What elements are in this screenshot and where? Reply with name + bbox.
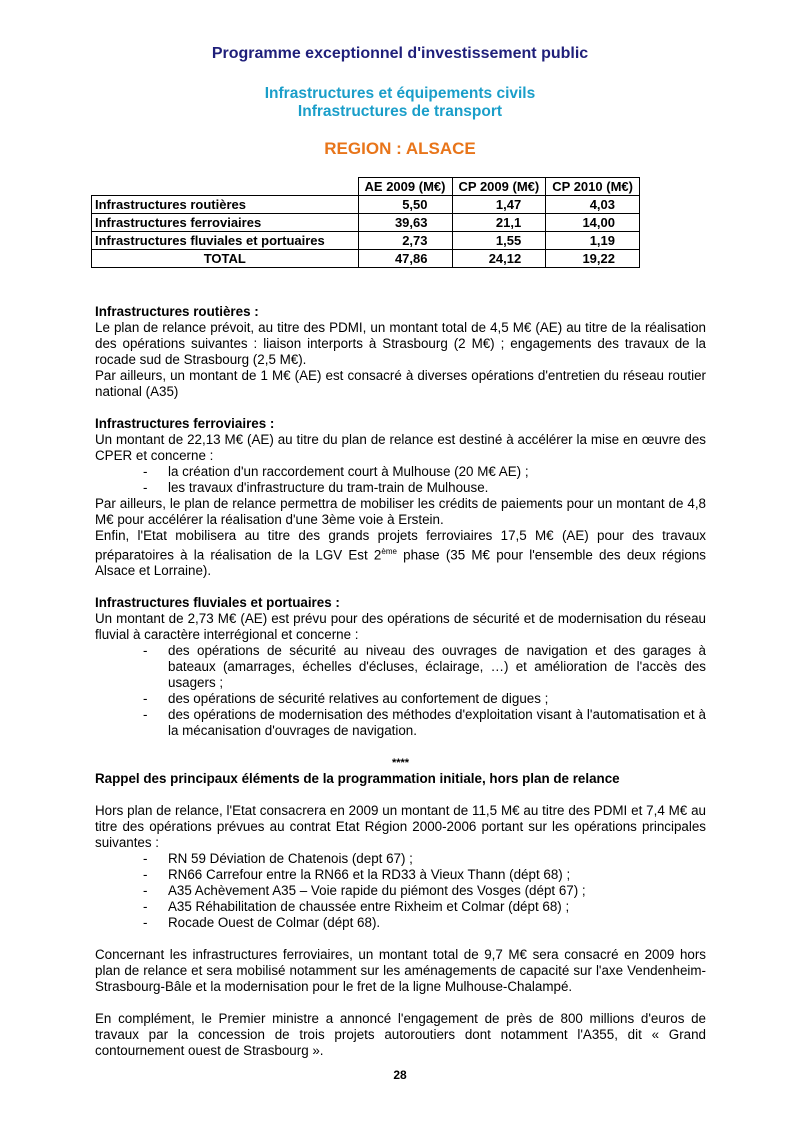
dash-marker: -: [143, 883, 148, 899]
table-cell: 39,63: [358, 214, 452, 232]
list-item: - RN 59 Déviation de Chatenois (dept 67) ;: [143, 851, 413, 867]
paragraph: Enfin, l'Etat mobilisera au titre des grands projets ferroviaires 17,5 M€ (AE) pour des travaux préparatoires à la réalisation de la LGV Est 2ème phase (35 M€ pour l'ensemble des deux régions Alsace et Lorraine).: [95, 528, 706, 579]
list-item: - Rocade Ouest de Colmar (dépt 68).: [143, 915, 381, 931]
table-row: [92, 232, 640, 250]
table-total-row: [92, 250, 640, 268]
budget-table: [91, 177, 640, 268]
dash-marker: -: [143, 915, 148, 931]
total-cell: 47,86: [358, 250, 452, 268]
table-cell: 14,00: [546, 214, 640, 232]
table-cell: 2,73: [358, 232, 452, 250]
section-heading-rappel: Rappel des principaux éléments de la programmation initiale, hors plan de relance: [95, 771, 620, 787]
section-heading-routieres: Infrastructures routières :: [95, 304, 259, 319]
paragraph: En complément, le Premier ministre a annoncé l'engagement de près de 800 millions d'euros de travaux par la concession de trois projets autoroutiers dont notamment l'A355, dit « Grand contournement ouest de Strasbourg ».: [95, 1011, 706, 1059]
bullet-list: [95, 851, 706, 931]
list-item: - des opérations de sécurité relatives au confortement de digues ;: [143, 691, 549, 707]
paragraph: Le plan de relance prévoit, au titre des PDMI, un montant total de 4,5 M€ (AE) au titre de la réalisation des opérations suivantes : liaison interports à Strasbourg (2 M€) ; engagements des travaux de la rocade sud de Strasbourg (2,5 M€).: [95, 320, 706, 367]
paragraph: Un montant de 2,73 M€ (AE) est prévu pour des opérations de sécurité et de modernisation du réseau fluvial à caractère interrégional et concerne :: [95, 611, 706, 643]
superscript: ème: [381, 547, 397, 556]
total-cell: 19,22: [546, 250, 640, 268]
separator: ****: [391, 757, 410, 770]
list-item: - A35 Réhabilitation de chaussée entre Rixheim et Colmar (dépt 68) ;: [143, 899, 570, 915]
dash-marker: -: [143, 691, 148, 707]
list-item: - des opérations de modernisation des méthodes d'exploitation visant à l'automatisation et à la mécanisation d'ouvrages de navigation.: [143, 707, 706, 739]
section-subtitle: Infrastructures et équipements civils: [264, 85, 536, 102]
paragraph: Un montant de 22,13 M€ (AE) au titre du plan de relance est destiné à accélérer la mise en œuvre des CPER et concerne :: [95, 432, 706, 463]
table-cell: 1,47: [452, 196, 546, 214]
dash-marker: -: [143, 851, 148, 867]
dash-marker: -: [143, 480, 148, 495]
section-heading-fluviales: Infrastructures fluviales et portuaires :: [95, 595, 340, 611]
paragraph: Concernant les infrastructures ferroviaires, un montant total de 9,7 M€ sera consacré en 2009 hors plan de relance et sera mobilisé notamment sur les aménagements de capacité sur l'axe Vendenheim-Strasbourg-Bâle et la modernisation pour le fret de la ligne Mulhouse-Chalampé.: [95, 947, 706, 995]
table-cell: 4,03: [546, 196, 640, 214]
paragraph: Par ailleurs, un montant de 1 M€ (AE) est consacré à diverses opérations d'entretien du réseau routier national (A35): [95, 368, 706, 399]
bullet-list: [95, 643, 706, 739]
table-cell: 1,19: [546, 232, 640, 250]
table-header-row: [92, 178, 640, 196]
document-body: [95, 304, 706, 1059]
list-item: - RN66 Carrefour entre la RN66 et la RD33 à Vieux Thann (dépt 68) ;: [143, 867, 571, 883]
table-cell: 1,55: [452, 232, 546, 250]
list-item: - la création d'un raccordement court à Mulhouse (20 M€ AE) ;: [143, 464, 529, 479]
paragraph: Par ailleurs, le plan de relance permettra de mobiliser les crédits de paiements pour un montant de 4,8 M€ pour accélérer la réalisation d'une 3ème voie à Erstein.: [95, 496, 706, 527]
document-title: Programme exceptionnel d'investissement public: [211, 45, 589, 62]
table-row: [92, 214, 640, 232]
column-header: CP 2010 (M€): [546, 178, 640, 196]
row-label: Infrastructures routières: [92, 196, 359, 214]
row-label: Infrastructures fluviales et portuaires: [92, 232, 359, 250]
dash-marker: -: [143, 899, 148, 915]
dash-marker: -: [143, 867, 148, 883]
bullet-list: [95, 464, 706, 496]
list-item: - les travaux d'infrastructure du tram-train de Mulhouse.: [143, 480, 489, 495]
page-number: 28: [393, 1068, 407, 1082]
table-corner: [92, 178, 359, 196]
section-subtitle-2: Infrastructures de transport: [297, 103, 503, 120]
row-label: Infrastructures ferroviaires: [92, 214, 359, 232]
table-row: [92, 196, 640, 214]
total-cell: 24,12: [452, 250, 546, 268]
list-item: - des opérations de sécurité au niveau des ouvrages de navigation et des garages à bateaux (amarrages, échelles d'écluses, éclairage, …) et amélioration de l'accès des usagers ;: [143, 643, 706, 691]
column-header: CP 2009 (M€): [452, 178, 546, 196]
section-heading-ferroviaires: Infrastructures ferroviaires :: [95, 416, 275, 431]
list-item: - A35 Achèvement A35 – Voie rapide du piémont des Vosges (dépt 67) ;: [143, 883, 586, 899]
dash-marker: -: [143, 707, 148, 723]
paragraph: Hors plan de relance, l'Etat consacrera en 2009 un montant de 11,5 M€ au titre des PDMI et 7,4 M€ au titre des opérations prévues au contrat Etat Région 2000-2006 portant sur les opérations principales suivantes :: [95, 803, 706, 851]
table-cell: 21,1: [452, 214, 546, 232]
table-cell: 5,50: [358, 196, 452, 214]
dash-marker: -: [143, 643, 148, 659]
dash-marker: -: [143, 464, 148, 479]
total-label: TOTAL: [92, 250, 359, 268]
region-heading: REGION : ALSACE: [324, 139, 476, 158]
column-header: AE 2009 (M€): [358, 178, 452, 196]
